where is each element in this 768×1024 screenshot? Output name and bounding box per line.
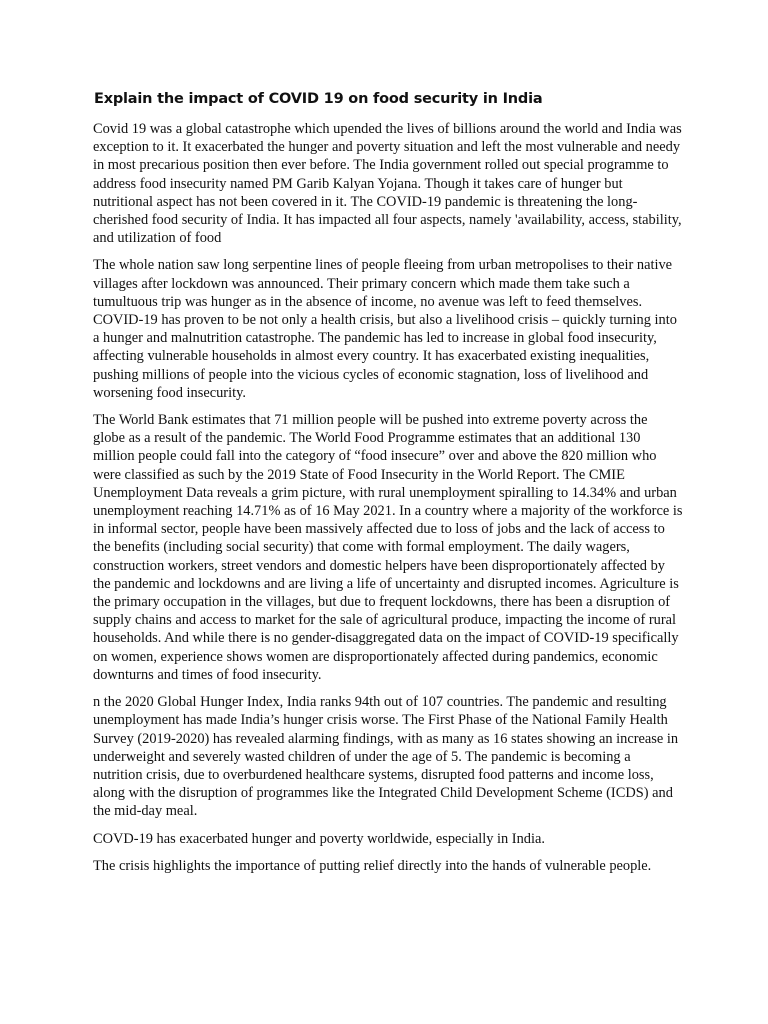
document-body xyxy=(93,120,683,884)
paragraph-intro: Covid 19 was a global catastrophe which upended the lives of billions around the world and India was exception to it. It exacerbated the hunger and poverty situation and left the most vulnerable and needy in most precarious position then ever before. The India government rolled out special programme to address food insecurity named PM Garib Kalyan Yojana. Though it takes care of hunger but nutritional aspect has not been covered in it. The COVID-19 pandemic is threatening the long-cherished food security of India. It has impacted all four aspects, namely 'availability, access, stability, and utilization of food xyxy=(93,121,682,247)
paragraph-migration: The whole nation saw long serpentine lines of people fleeing from urban metropolises to their native villages after lockdown was announced. Their primary concern which made them take such a tumultuous trip was hunger as in the absence of income, no avenue was left to feed themselves. COVID-19 has proven to be not only a health crisis, but also a livelihood crisis – quickly turning into a hunger and malnutrition catastrophe. The pandemic has led to increase in global food insecurity, affecting vulnerable households in almost every country. It has exacerbated existing inequalities, pushing millions of people into the vicious cycles of economic stagnation, loss of livelihood and worsening food insecurity. xyxy=(93,257,677,401)
paragraph-conclusion: The crisis highlights the importance of putting relief directly into the hands of vulnerable people. xyxy=(93,857,652,874)
paragraph-hunger-index: n the 2020 Global Hunger Index, India ranks 94th out of 107 countries. The pandemic and resulting unemployment has made India’s hunger crisis worse. The First Phase of the National Family Health Survey (2019-2020) has revealed alarming findings, with as many as 16 states showing an increase in underweight and severely wasted children of under the age of 5. The pandemic is becoming a nutrition crisis, due to overburdened healthcare systems, disrupted food patterns and income loss, along with the disruption of programmes like the Integrated Child Development Scheme (ICDS) and the mid-day meal. xyxy=(93,694,679,820)
paragraph-summary: COVD-19 has exacerbated hunger and poverty worldwide, especially in India. xyxy=(93,830,545,847)
paragraph-poverty-estimates: The World Bank estimates that 71 million people will be pushed into extreme poverty across the globe as a result of the pandemic. The World Food Programme estimates that an additional 130 million people could fall into the category of “food insecure” over and above the 820 million who were classified as such by the 2019 State of Food Insecurity in the World Report. The CMIE Unemployment Data reveals a grim picture, with rural unemployment spiralling to 14.34% and urban unemployment reaching 14.71% as of 16 May 2021. In a country where a majority of the workforce is in informal sector, people have been massively affected due to loss of jobs and the lack of access to the benefits (including social security) that come with formal employment. The daily wagers, construction workers, street vendors and domestic helpers have been disproportionately affected by the pandemic and lockdowns and are living a life of uncertainty and disrupted incomes. Agriculture is the primary occupation in the villages, but due to frequent lockdowns, there has been a disruption of supply chains and access to market for the sale of agricultural produce, impacting the income of rural households. And while there is no gender-disaggregated data on the impact of COVID-19 specifically on women, experience shows women are disproportionately affected during pandemics, economic downturns and times of food insecurity. xyxy=(93,412,683,683)
document-title: Explain the impact of COVID 19 on food security in India xyxy=(94,91,543,107)
